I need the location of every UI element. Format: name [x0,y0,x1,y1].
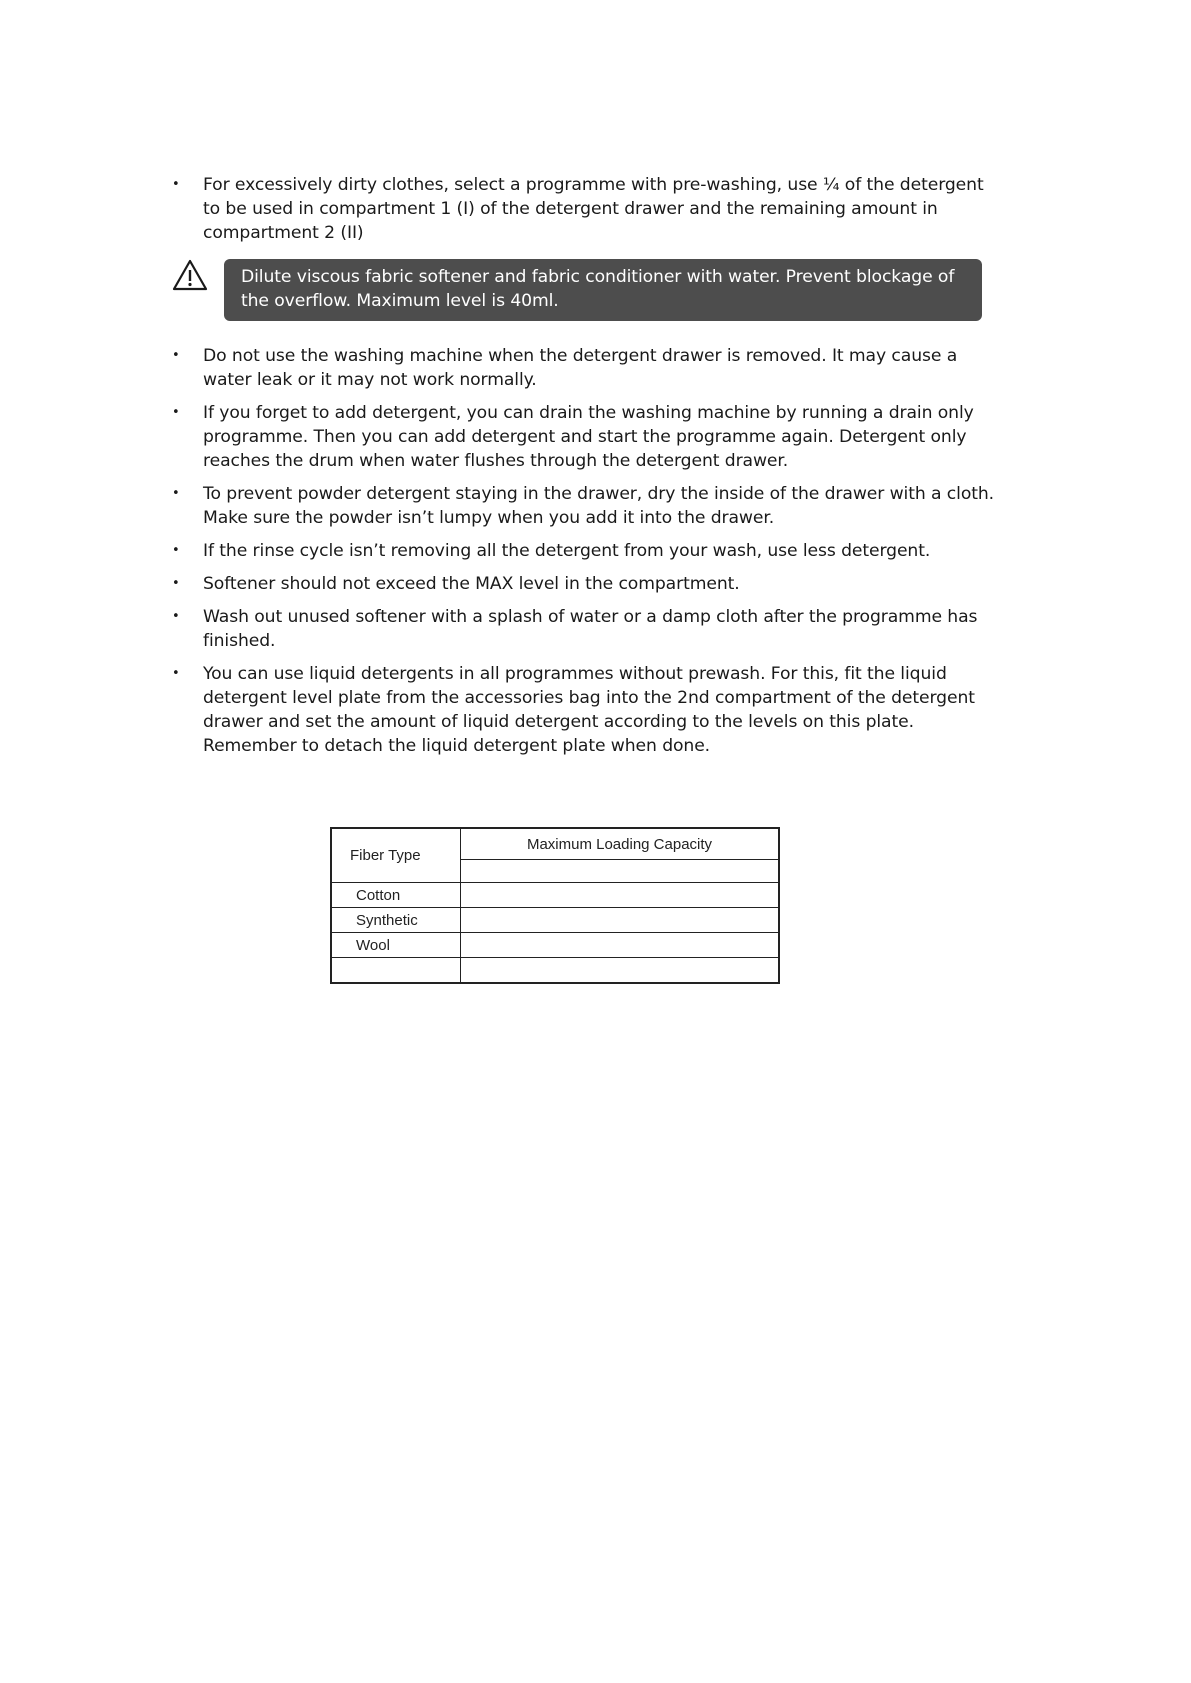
subheader-capacity [461,860,780,883]
fiber-cell: Cotton [331,883,461,908]
bullet-list-top [170,173,1000,245]
bullet-item: • If the rinse cycle isn’t removing all the detergent from your wash, use less detergent. [170,539,1000,563]
table-row [331,933,779,958]
fiber-cell: Wool [331,933,461,958]
table-header-row [331,828,779,860]
header-max-capacity: Maximum Loading Capacity [461,828,780,860]
bullet-item: • Softener should not exceed the MAX level in the compartment. [170,572,1000,596]
bullet-item: • To prevent powder detergent staying in the drawer, dry the inside of the drawer with a cloth. Make sure the powder isn’t lumpy when you add it into the drawer. [170,482,1000,530]
bullet-item: • You can use liquid detergents in all programmes without prewash. For this, fit the liquid detergent level plate from the accessories bag into the 2nd compartment of the detergent drawer and set the amount of liquid detergent according to the levels on this plate. Remember to detach the liquid detergent plate when done. [170,662,1000,758]
header-fiber-type: Fiber Type [331,828,461,883]
table-row [331,908,779,933]
table-row [331,883,779,908]
bullet-list [170,344,1000,767]
fiber-cell [331,958,461,984]
bullet-item: • Do not use the washing machine when the detergent drawer is removed. It may cause a water leak or it may not work normally. [170,344,1000,392]
capacity-cell [461,933,780,958]
fiber-cell: Synthetic [331,908,461,933]
warning-note [172,259,982,323]
warning-triangle-icon [172,259,208,291]
capacity-cell [461,908,780,933]
capacity-cell [461,883,780,908]
capacity-cell [461,958,780,984]
bullet-item: • For excessively dirty clothes, select a programme with pre-washing, use ¼ of the detergent to be used in compartment 1 (I) of the detergent drawer and the remaining amount in compartment 2 (II) [170,173,1000,245]
table-row [331,958,779,984]
loading-capacity-table [330,827,780,984]
warning-box: Dilute viscous fabric softener and fabric conditioner with water. Prevent blockage of the overflow. Maximum level is 40ml. [224,259,982,321]
bullet-item: • If you forget to add detergent, you can drain the washing machine by running a drain only programme. Then you can add detergent and start the programme again. Detergent only reaches the drum when water flushes through the detergent drawer. [170,401,1000,473]
bullet-item: • Wash out unused softener with a splash of water or a damp cloth after the programme has finished. [170,605,1000,653]
